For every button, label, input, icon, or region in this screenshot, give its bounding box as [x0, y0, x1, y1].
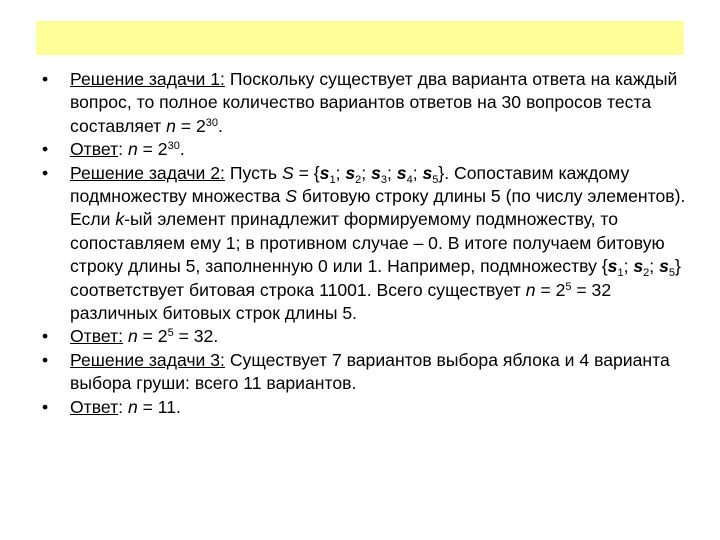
item-label: Ответ	[70, 396, 119, 417]
bullet-icon: •	[42, 69, 49, 89]
list-item-answer-2: • Ответ: $n = 2^5 = 32$.	[0, 325, 720, 348]
bullet-icon: •	[42, 139, 49, 160]
bullet-icon: •	[42, 396, 49, 417]
list-item-solution-1: • Решение задачи 1: Поскольку существует два варианта ответа на каждый вопрос, то полное количество вариантов ответов на 30 вопросов теста составляет $n = 2^{30}$.	[42, 69, 678, 136]
list-item-solution-2: • Решение задачи 2: Пусть $S = \{s_1$; $s_2$; $s_3$; $s_4$; $s_5$}. Сопоставим каждому подмножеству множества S битовую строку длины 5 (по числу элементов). Если k-ый элемент принадлежит формируемому подмножеству, то сопоставляем ему 1; в противном случае – 0. В итоге получаем битовую строку длины 5, заполненную 0 или 1. Например, подмножеству {$s_1$; $s_2$; $s_5$} соответствует битовая строка 11001. Всего существует $n = 2^5 = 32$ различных битовых строк длины 5.	[42, 162, 686, 324]
bullet-icon: •	[42, 162, 49, 183]
list-item-answer-1: • Ответ: $n = 2^{30}$.	[0, 138, 720, 161]
bullet-icon: •	[42, 326, 49, 347]
bullet-icon: •	[42, 349, 49, 370]
slide-title-bar	[36, 21, 684, 55]
solution-list	[0, 68, 720, 419]
list-item-solution-3: • Решение задачи 3: Существует 7 вариантов выбора яблока и 4 варианта выбора груши: всего 11 вариантов.	[42, 349, 670, 394]
item-label: Ответ	[70, 139, 119, 160]
list-item-answer-3: • Ответ: n = 11.	[0, 396, 720, 419]
item-label: Решение задачи 3:	[70, 349, 225, 370]
item-label: Ответ:	[70, 326, 124, 347]
item-label: Решение задачи 2:	[70, 162, 225, 183]
item-label: Решение задачи 1:	[70, 69, 225, 89]
